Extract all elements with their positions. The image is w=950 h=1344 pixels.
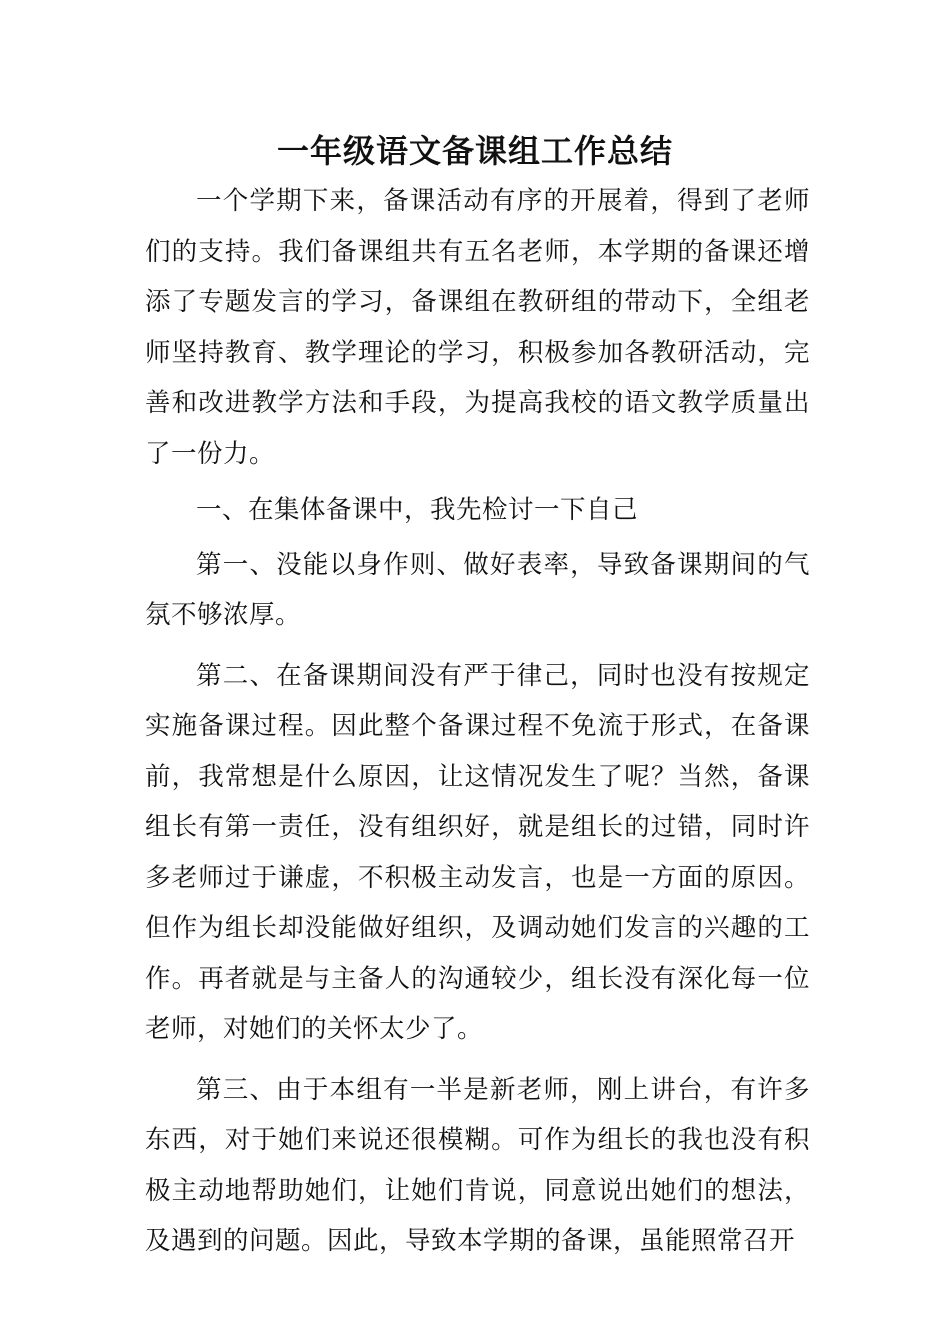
document-body bbox=[145, 176, 810, 1267]
paragraph-point-1: 第一、没能以身作则、做好表率，导致备课期间的气氛不够浓厚。 bbox=[145, 549, 810, 630]
paragraph-point-3: 第三、由于本组有一半是新老师，刚上讲台，有许多东西，对于她们来说还很模糊。可作为组长的我也没有积极主动地帮助她们，让她们肯说，同意说出她们的想法，及遇到的问题。因此，导致本学期的备课，虽能照常召开 bbox=[145, 1074, 810, 1256]
document-title: 一年级语文备课组工作总结 bbox=[276, 132, 673, 170]
paragraph-point-2: 第二、在备课期间没有严于律己，同时也没有按规定实施备课过程。因此整个备课过程不免流于形式，在备课前，我常想是什么原因，让这情况发生了呢？当然，备课组长有第一责任，没有组织好，就是组长的过错，同时许多老师过于谦虚，不积极主动发言，也是一方面的原因。但作为组长却没能做好组织，及调动她们发言的兴趣的工作。再者就是与主备人的沟通较少，组长没有深化每一位老师，对她们的关怀太少了。 bbox=[145, 660, 810, 1044]
paragraph-intro: 一个学期下来，备课活动有序的开展着，得到了老师们的支持。我们备课组共有五名老师，本学期的备课还增添了专题发言的学习，备课组在教研组的带动下，全组老师坚持教育、教学理论的学习，积极参加各教研活动，完善和改进教学方法和手段，为提高我校的语文教学质量出了一份力。 bbox=[145, 186, 810, 469]
section-heading-1: 一、在集体备课中，我先检讨一下自己 bbox=[196, 495, 639, 525]
